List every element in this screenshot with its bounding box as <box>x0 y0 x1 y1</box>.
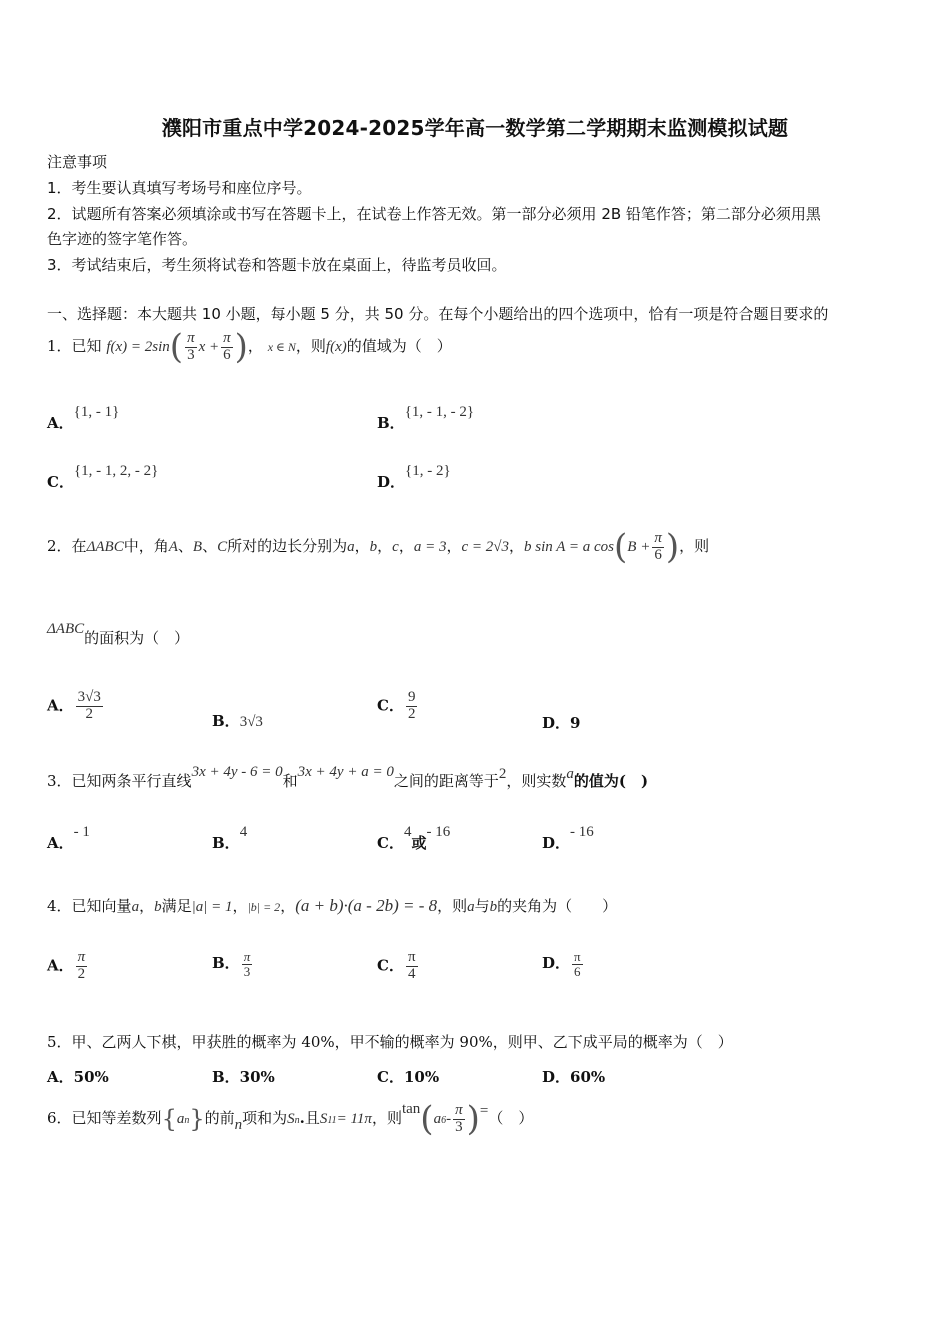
option-a[interactable]: A． $\frac{\pi}{2}$ <box>47 949 86 982</box>
option-c[interactable]: C．10% <box>377 1068 440 1086</box>
question-number: 3． <box>47 772 72 790</box>
question-2: 2．在ΔABC中，角A、B、C所对的边长分别为a，b，c，a = 3，c = 2√3，b sin A = a cos(B + $\frac{\pi}{6}$ )，则 <box>47 527 710 567</box>
option-b[interactable]: B．{1, - 1, - 2} <box>377 404 475 432</box>
question-6: 6．已知等差数列{an}的前n项和为Sn.且S11= 11π，则tan(a6- $\frac{\pi}{3}$ )=（ ） <box>47 1099 534 1139</box>
notice-line-2b: 色字迹的签字笔作答。 <box>47 230 198 248</box>
question-text: 甲、乙两人下棋，甲获胜的概率为 40%，甲不输的概率为 90%，则甲、乙下成平局的概率为（ ） <box>71 1033 733 1051</box>
question-text: 的值域为（ ） <box>346 337 452 355</box>
question-number: 6． <box>47 1109 72 1127</box>
paren-close: ) <box>234 327 248 367</box>
page-title: 濮阳市重点中学2024-2025学年高一数学第二学期期末监测模拟试题 <box>161 116 789 140</box>
option-a[interactable]: A． $\frac{3√3}{2}$ <box>47 689 101 722</box>
question-text: 已知 <box>71 337 102 355</box>
option-b[interactable]: B．4 <box>212 824 248 852</box>
option-c[interactable]: C． $\frac{\pi}{4}$ <box>377 949 416 982</box>
option-c[interactable]: C． $\frac{9}{2}$ <box>377 689 416 722</box>
option-c[interactable]: C．{1, - 1, 2, - 2} <box>47 463 159 491</box>
question-number: 5． <box>47 1033 72 1051</box>
option-d[interactable]: D．{1, - 2} <box>377 463 451 491</box>
notice-line-3: 3．考试结束后，考生须将试卷和答题卡放在桌面上，待监考员收回。 <box>47 256 507 274</box>
option-d[interactable]: D． $\frac{\pi}{6}$ <box>542 949 581 979</box>
option-a[interactable]: A．- 1 <box>47 824 90 852</box>
option-b[interactable]: B．30% <box>212 1068 275 1086</box>
formula-fx: f(x) = 2sin <box>106 339 170 355</box>
section-heading: 一、选择题：本大题共 10 小题，每小题 5 分，共 50 分。在每个小题给出的四个选项中，恰有一项是符合题目要求的 <box>47 305 829 323</box>
question-1: 1．已知 f(x) = 2sin( $\frac{\pi}{3}$ x + $\frac{\pi}{6}$ )， x ∈ N，则f(x)的值域为（ ） <box>47 327 452 367</box>
option-b[interactable]: B．3√3 <box>212 712 263 730</box>
question-number: 2． <box>47 537 72 555</box>
notice-line-2a: 2．试题所有答案必须填涂或书写在答题卡上，在试卷上作答无效。第一部分必须用 2B 铅笔作答；第二部分必须用黑 <box>47 205 821 223</box>
fraction: $\frac{\pi}{6}$ <box>223 329 231 363</box>
question-number: 4． <box>47 897 72 915</box>
option-d[interactable]: D．- 16 <box>542 824 594 852</box>
formula-cond: x ∈ N <box>267 340 296 354</box>
question-3: 3．已知两条平行直线3x + 4y - 6 = 0和3x + 4y + a = 0之间的距离等于2，则实数a的值为( ) <box>47 764 649 790</box>
notice-heading: 注意事项 <box>47 153 108 171</box>
notice-line-1: 1．考生要认真填写考场号和座位序号。 <box>47 179 312 197</box>
fraction: $\frac{\pi}{3}$ <box>187 329 195 363</box>
option-a[interactable]: A．50% <box>47 1068 109 1086</box>
question-5 <box>47 1031 733 1052</box>
option-d[interactable]: D．60% <box>542 1068 606 1086</box>
formula-fx2: f(x) <box>325 339 347 355</box>
option-c[interactable]: C．4或- 16 <box>377 824 451 852</box>
question-number: 1． <box>47 337 72 355</box>
option-d[interactable]: D．9 <box>542 714 581 732</box>
option-b[interactable]: B． $\frac{\pi}{3}$ <box>212 949 251 979</box>
question-2-cont: ΔABC的面积为（ ） <box>47 621 190 647</box>
option-a[interactable]: A．{1, - 1} <box>47 404 120 432</box>
paren-open: ( <box>169 327 184 367</box>
question-4: 4．已知向量a，b满足|a| = 1，|b| = 2，(a + b)·(a - 2b) = - 8，则a与b的夹角为（ ） <box>47 896 618 915</box>
